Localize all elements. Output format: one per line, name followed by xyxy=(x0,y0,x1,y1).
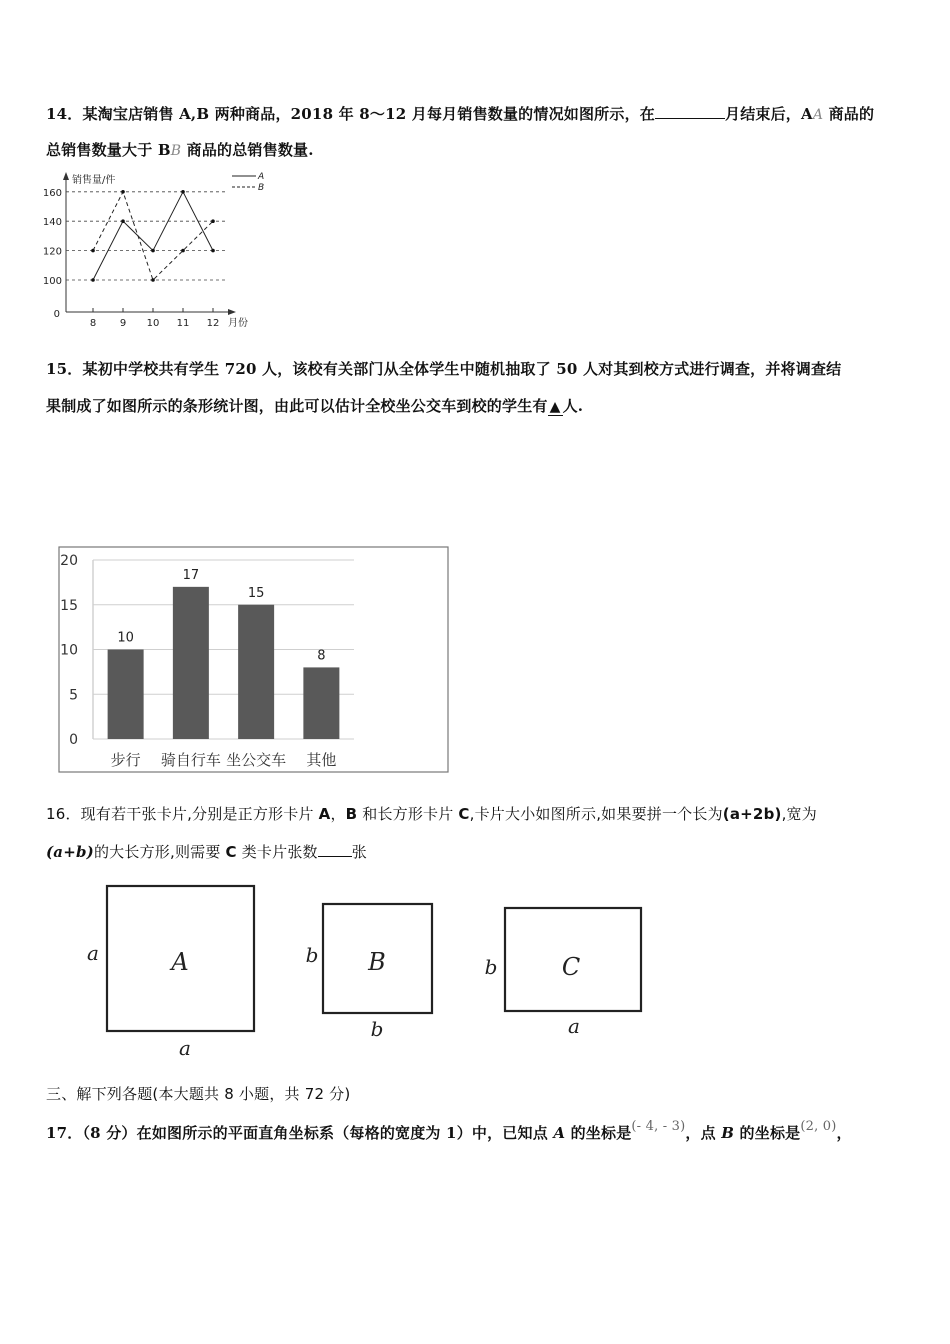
card-b-side-label: b xyxy=(305,943,319,967)
answer-blank[interactable] xyxy=(318,842,352,857)
x-tick-12: 12 xyxy=(206,318,220,328)
legend-a-label: A xyxy=(258,172,265,182)
bar-1 xyxy=(173,587,209,739)
y-tick-100: 100 xyxy=(42,276,62,287)
q16-line1: 16．现有若干张卡片,分别是正方形卡片 A，B 和长方形卡片 C,卡片大小如图所示,如果要拼一个长为(a+2b),宽为 xyxy=(46,805,817,823)
card-b-bottom-label: b xyxy=(370,1017,384,1041)
card-b xyxy=(306,904,432,1041)
answer-blank-triangle[interactable]: ▲ xyxy=(549,399,561,415)
bar-category-label-3: 其他 xyxy=(306,751,337,769)
q14-line2: 总销售数量大于 BB 商品的总销售数量. xyxy=(46,141,314,159)
card-c-side-label: b xyxy=(484,955,498,979)
series-a-point xyxy=(181,190,185,194)
series-b-point xyxy=(181,249,185,253)
y-tick-140: 140 xyxy=(42,217,62,229)
card-a-name: A xyxy=(171,948,189,976)
x-tick-11: 11 xyxy=(176,318,190,328)
bar-value-label-3: 8 xyxy=(317,648,326,664)
y-axis-label: 销售量/件 xyxy=(72,175,116,186)
series-a-point xyxy=(211,249,215,253)
series-b-point xyxy=(211,219,215,223)
bar-y-tick-15: 15 xyxy=(60,597,78,614)
sales-line-chart xyxy=(40,168,280,328)
card-b-name: B xyxy=(368,948,386,976)
q16-line2: (a+b)的大长方形,则需要 C 类卡片张数 张 xyxy=(46,843,367,861)
card-a-side-label: a xyxy=(87,941,99,965)
q17-line1: 17．（8 分）在如图所示的平面直角坐标系（每格的宽度为 1）中，已知点 A 的坐标是(- 4, - 3)，点 B 的坐标是(2, 0)， xyxy=(46,1119,852,1142)
coord-a: (- 4, - 3) xyxy=(631,1119,686,1134)
card-a-bottom-label: a xyxy=(179,1036,191,1060)
bar-category-label-1: 骑自行车 xyxy=(160,751,221,769)
series-a-point xyxy=(91,278,95,282)
card-a xyxy=(87,886,254,1060)
bar-3 xyxy=(303,667,339,739)
y-tick-120: 120 xyxy=(42,246,62,258)
bar-2 xyxy=(238,605,274,739)
y-tick-160: 160 xyxy=(42,187,62,199)
series-a-line xyxy=(93,192,213,280)
bar-y-tick-5: 5 xyxy=(69,687,78,704)
bar-0 xyxy=(108,650,144,740)
answer-blank[interactable] xyxy=(655,104,725,119)
series-b-line xyxy=(93,192,213,280)
legend-b-label: B xyxy=(258,183,265,193)
origin-label: 0 xyxy=(53,309,60,320)
series-b-point xyxy=(91,249,95,253)
q14-line1: 14．某淘宝店销售 A,B 两种商品，2018 年 8～12 月每月销售数量的情况如图所示，在 月结束后，AA 商品的 xyxy=(46,105,875,123)
card-c-bottom-label: a xyxy=(568,1014,580,1038)
x-axis-arrow xyxy=(228,309,236,315)
y-axis-arrow xyxy=(63,172,69,180)
series-a-point xyxy=(151,249,155,253)
bar-y-tick-0: 0 xyxy=(69,732,78,748)
q15-line2: 果制成了如图所示的条形统计图，由此可以估计全校坐公交车到校的学生有 ▲ 人. xyxy=(46,397,584,415)
x-tick-10: 10 xyxy=(146,318,160,328)
series-b-point xyxy=(151,278,155,282)
x-tick-9: 9 xyxy=(119,318,127,328)
x-tick-8: 8 xyxy=(89,318,97,328)
q15-line1: 15．某初中学校共有学生 720 人，该校有关部门从全体学生中随机抽取了 50 人对其到校方式进行调查，并将调查结 xyxy=(46,360,842,378)
card-c-name: C xyxy=(561,953,581,981)
cards-figure xyxy=(80,878,660,1063)
series-a-point xyxy=(121,219,125,223)
bar-value-label-1: 17 xyxy=(182,567,200,583)
x-axis-label: 月份 xyxy=(228,318,248,328)
bar-category-label-2: 坐公交车 xyxy=(226,751,287,769)
transport-bar-chart xyxy=(58,546,450,774)
bar-value-label-0: 10 xyxy=(117,630,134,646)
bar-y-tick-20: 20 xyxy=(60,553,78,569)
series-b-point xyxy=(121,190,125,194)
bar-y-tick-10: 10 xyxy=(60,642,78,659)
bar-value-label-2: 15 xyxy=(247,585,265,601)
card-c xyxy=(485,908,641,1038)
bar-category-label-0: 步行 xyxy=(110,751,141,769)
coord-b: (2, 0) xyxy=(800,1119,837,1134)
section-heading: 三、解下列各题(本大题共 8 小题，共 72 分) xyxy=(46,1085,351,1103)
